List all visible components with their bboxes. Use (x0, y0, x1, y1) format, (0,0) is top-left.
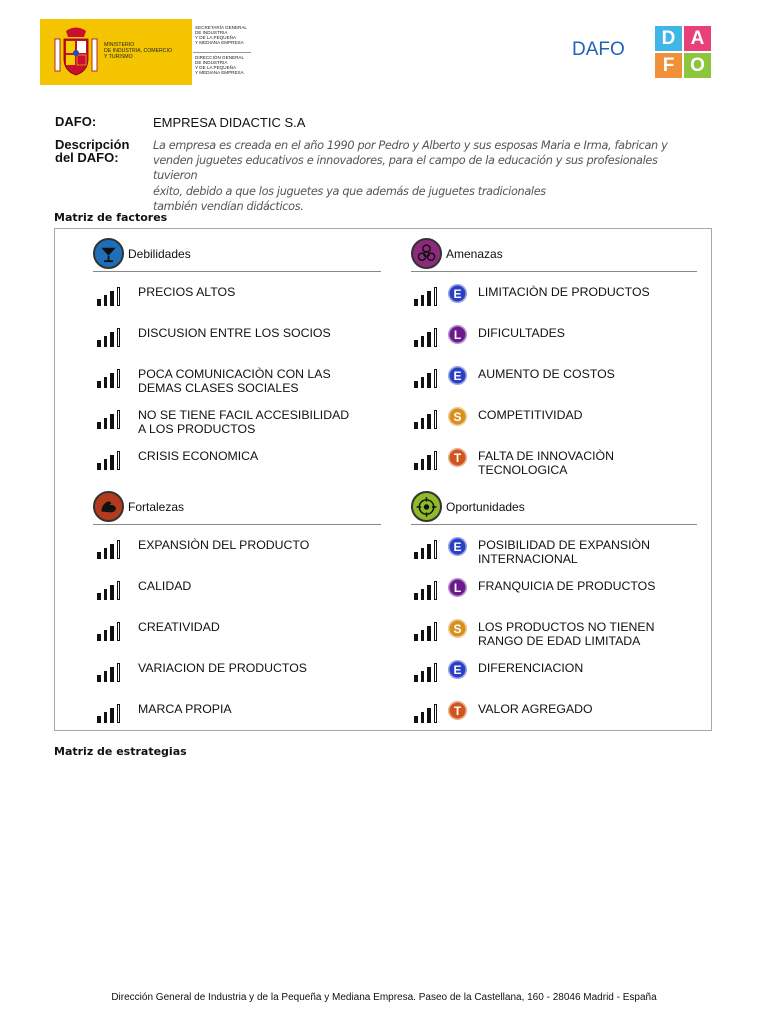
description-line: La empresa es creada en el año 1990 por Pedro y Alberto y sus esposas Maria e Irma, fabrican y (153, 139, 668, 152)
signal-bar (434, 287, 438, 306)
ministry-logo-panel (40, 19, 192, 85)
oportunidades-title: Oportunidades (446, 499, 525, 514)
signal-bar (104, 295, 108, 306)
signal-bar (104, 336, 108, 347)
signal-bar (97, 381, 101, 388)
fortalezas-item-variacion-de-productos: VARIACION DE PRODUCTOS (138, 661, 307, 675)
signal-bars-icon (97, 663, 123, 682)
pest-badge-e: E (448, 537, 467, 556)
dafo-tile: A (684, 26, 711, 51)
dafo-label: DAFO: (55, 114, 97, 129)
description-text (153, 138, 698, 214)
amenazas-divider (411, 271, 697, 272)
signal-bar (117, 287, 121, 306)
signal-bar (110, 373, 114, 388)
signal-bar (427, 291, 431, 306)
coat-of-arms-icon (52, 25, 100, 79)
signal-bar (434, 369, 438, 388)
signal-bar (434, 704, 438, 723)
oportunidades-item-posibilidad-de-expansion: POSIBILIDAD DE EXPANSIÒN INTERNACIONAL (478, 538, 650, 566)
pest-badge-s: S (448, 407, 467, 426)
dafo-tile: D (655, 26, 682, 51)
signal-bar (414, 422, 418, 429)
amenazas-title: Amenazas (446, 246, 503, 261)
description-line: también vendían didácticos. (153, 199, 304, 213)
signal-bar (421, 418, 425, 429)
signal-bar (97, 463, 101, 470)
signal-bar (117, 540, 121, 559)
signal-bar (421, 589, 425, 600)
signal-bar (421, 295, 425, 306)
signal-bar (427, 414, 431, 429)
signal-bar (110, 332, 114, 347)
pest-badge-t: T (448, 448, 467, 467)
signal-bar (414, 463, 418, 470)
fortalezas-divider (93, 524, 381, 525)
signal-bars-icon (97, 540, 123, 559)
debilidades-item-crisis-economica: CRISIS ECONOMICA (138, 449, 259, 463)
signal-bar (414, 381, 418, 388)
signal-bars-icon (97, 704, 123, 723)
signal-bar (117, 369, 121, 388)
signal-bar (97, 675, 101, 682)
signal-bar (421, 630, 425, 641)
signal-bar (427, 667, 431, 682)
signal-bar (104, 548, 108, 559)
government-logo (40, 19, 252, 85)
signal-bars-icon (414, 663, 440, 682)
signal-bar (434, 540, 438, 559)
signal-bar (427, 585, 431, 600)
signal-bar (414, 299, 418, 306)
signal-bars-icon (97, 451, 123, 470)
fortalezas-icon (93, 491, 124, 522)
amenazas-icon (411, 238, 442, 269)
signal-bar (104, 671, 108, 682)
logo-divider (193, 52, 251, 53)
signal-bar (104, 418, 108, 429)
signal-bars-icon (414, 622, 440, 641)
pest-badge-e: E (448, 284, 467, 303)
signal-bar (434, 410, 438, 429)
description-line: éxito, debido a que los juguetes ya que además de juguetes tradicionales (153, 184, 546, 198)
oportunidades-item-franquicia-de-productos: FRANQUICIA DE PRODUCTOS (478, 579, 656, 593)
amenazas-item-aumento-de-costos: AUMENTO DE COSTOS (478, 367, 615, 381)
debilidades-header (93, 238, 191, 269)
pest-badge-s: S (448, 619, 467, 638)
debilidades-item-discusion-entre-los-socios: DISCUSION ENTRE LOS SOCIOS (138, 326, 331, 340)
description-line: venden juguetes educativos e innovadores, para el campo de la educación y sus profesionales tuvieron (153, 154, 658, 183)
amenazas-item-limitacion-de-productos: LIMITACIÒN DE PRODUCTOS (478, 285, 650, 299)
signal-bar (414, 593, 418, 600)
signal-bar (117, 328, 121, 347)
dafo-logo (655, 26, 711, 78)
debilidades-item-poca-comunicacion-con-las: POCA COMUNICACIÒN CON LAS DEMAS CLASES SOCIALES (138, 367, 331, 395)
matrix-factores-title: Matriz de factores (54, 211, 168, 224)
signal-bar (97, 634, 101, 641)
fortalezas-header (93, 491, 184, 522)
description-label-2: del DAFO: (55, 150, 119, 165)
oportunidades-icon (411, 491, 442, 522)
debilidades-divider (93, 271, 381, 272)
debilidades-item-no-se-tiene-facil-accesibilidad: NO SE TIENE FACIL ACCESIBILIDAD A LOS PRODUCTOS (138, 408, 350, 436)
signal-bar (421, 377, 425, 388)
signal-bar (110, 544, 114, 559)
oportunidades-item-valor-agregado: VALOR AGREGADO (478, 702, 593, 716)
signal-bars-icon (97, 369, 123, 388)
signal-bar (117, 451, 121, 470)
signal-bar (117, 581, 121, 600)
oportunidades-divider (411, 524, 697, 525)
signal-bar (421, 548, 425, 559)
signal-bar (104, 630, 108, 641)
signal-bar (97, 422, 101, 429)
signal-bar (421, 459, 425, 470)
signal-bar (434, 328, 438, 347)
signal-bar (117, 663, 121, 682)
signal-bar (97, 593, 101, 600)
signal-bar (97, 299, 101, 306)
signal-bar (434, 581, 438, 600)
pest-badge-l: L (448, 578, 467, 597)
signal-bar (421, 671, 425, 682)
oportunidades-item-diferenciacion: DIFERENCIACION (478, 661, 584, 675)
signal-bar (110, 455, 114, 470)
signal-bar (110, 667, 114, 682)
signal-bar (427, 544, 431, 559)
pest-badge-t: T (448, 701, 467, 720)
signal-bar (117, 410, 121, 429)
signal-bar (427, 626, 431, 641)
amenazas-item-dificultades: DIFICULTADES (478, 326, 565, 340)
signal-bars-icon (97, 581, 123, 600)
signal-bars-icon (414, 540, 440, 559)
signal-bar (427, 455, 431, 470)
amenazas-header (411, 238, 503, 269)
fortalezas-item-calidad: CALIDAD (138, 579, 192, 593)
signal-bar (414, 675, 418, 682)
signal-bar (434, 622, 438, 641)
amenazas-item-competitividad: COMPETITIVIDAD (478, 408, 583, 422)
oportunidades-header (411, 491, 525, 522)
signal-bar (104, 589, 108, 600)
signal-bar (427, 373, 431, 388)
signal-bars-icon (97, 287, 123, 306)
signal-bars-icon (97, 622, 123, 641)
signal-bar (110, 291, 114, 306)
company-name: EMPRESA DIDACTIC S.A (153, 115, 306, 130)
signal-bar (104, 377, 108, 388)
signal-bar (414, 340, 418, 347)
dafo-tile: O (684, 53, 711, 78)
fortalezas-item-creatividad: CREATIVIDAD (138, 620, 220, 634)
signal-bars-icon (97, 328, 123, 347)
debilidades-icon (93, 238, 124, 269)
fortalezas-item-expansion-del-producto: EXPANSIÒN DEL PRODUCTO (138, 538, 310, 552)
signal-bar (421, 336, 425, 347)
signal-bar (414, 716, 418, 723)
ministry-name: MINISTERIO DE INDUSTRIA, COMERCIO Y TURISMO (104, 42, 173, 60)
signal-bar (110, 585, 114, 600)
signal-bar (414, 552, 418, 559)
signal-bars-icon (414, 704, 440, 723)
dafo-heading: DAFO (572, 39, 625, 60)
signal-bars-icon (414, 581, 440, 600)
direccion-name: DIRECCIÓN GENERAL DE INDUSTRIA Y DE LA PEQUEÑA Y MEDIANA EMPRESA (195, 55, 245, 75)
debilidades-title: Debilidades (128, 246, 191, 261)
matrix-estrategias-title: Matriz de estrategias (54, 745, 187, 758)
signal-bar (97, 340, 101, 347)
signal-bars-icon (97, 410, 123, 429)
pest-badge-e: E (448, 660, 467, 679)
signal-bar (427, 332, 431, 347)
signal-bar (104, 712, 108, 723)
dafo-tile: F (655, 53, 682, 78)
footer-address: Dirección General de Industria y de la Pequeña y Mediana Empresa. Paseo de la Castellana, 160 - 28046 Madrid - España (111, 992, 657, 1003)
pest-badge-l: L (448, 325, 467, 344)
oportunidades-item-los-productos-no-tienen: LOS PRODUCTOS NO TIENEN RANGO DE EDAD LIMITADA (478, 620, 655, 648)
signal-bars-icon (414, 451, 440, 470)
signal-bar (110, 414, 114, 429)
fortalezas-title: Fortalezas (128, 499, 185, 514)
description-label: Descripción (55, 137, 130, 152)
signal-bars-icon (414, 369, 440, 388)
signal-bars-icon (414, 410, 440, 429)
signal-bar (110, 626, 114, 641)
signal-bar (117, 704, 121, 723)
signal-bar (104, 459, 108, 470)
signal-bar (414, 634, 418, 641)
signal-bar (97, 716, 101, 723)
pest-badge-e: E (448, 366, 467, 385)
signal-bars-icon (414, 287, 440, 306)
signal-bar (97, 552, 101, 559)
signal-bar (110, 708, 114, 723)
signal-bar (434, 663, 438, 682)
signal-bar (427, 708, 431, 723)
signal-bar (421, 712, 425, 723)
signal-bar (117, 622, 121, 641)
signal-bars-icon (414, 328, 440, 347)
debilidades-item-precios-altos: PRECIOS ALTOS (138, 285, 236, 299)
factors-matrix (54, 228, 712, 731)
fortalezas-item-marca-propia: MARCA PROPIA (138, 702, 232, 716)
amenazas-item-falta-de-innovacion: FALTA DE INNOVACIÒN TECNOLOGICA (478, 449, 614, 477)
signal-bar (434, 451, 438, 470)
secretaria-name: SECRETARÍA GENERAL DE INDUSTRIA Y DE LA PEQUEÑA Y MEDIANA EMPRESA (195, 25, 247, 45)
